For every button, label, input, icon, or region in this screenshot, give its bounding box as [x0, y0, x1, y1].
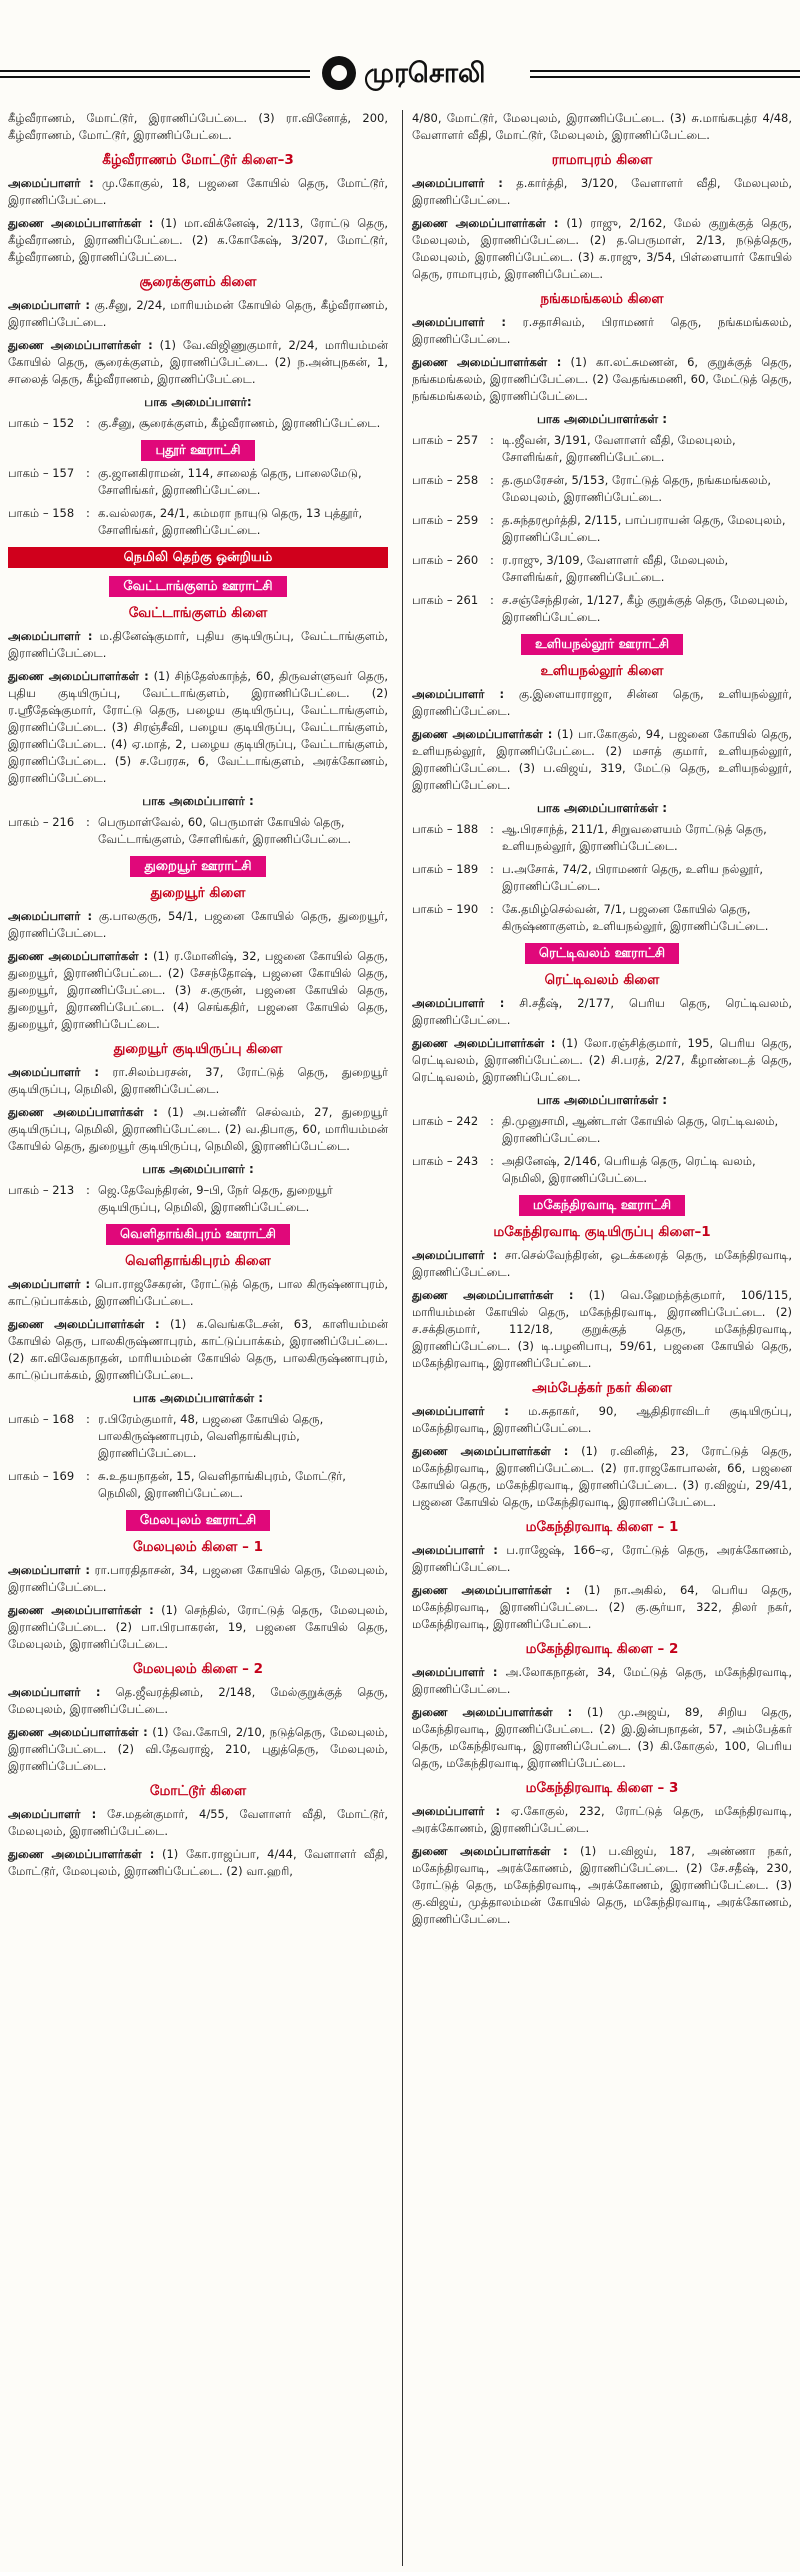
colon-separator: : [86, 1183, 90, 1197]
panchayat-banner [8, 1510, 388, 1531]
paragraph [412, 1247, 792, 1281]
subheading: பாக அமைப்பாளர் : [142, 794, 254, 808]
role-label: அமைப்பாளர் : [412, 1404, 509, 1418]
panchayat-banner [412, 943, 792, 964]
masthead-rule-left [0, 70, 310, 78]
role-label: அமைப்பாளர் : [8, 176, 94, 190]
paragraph-text: ர.சதாசிவம், பிராமணர் தெரு, நங்கமங்கலம், இராணிப்பேட்டை. [412, 315, 792, 346]
colon-separator: : [490, 902, 494, 916]
panchayat-banner [8, 440, 388, 461]
booth-organiser: க.வல்லரசு, 24/1, கம்மரா நாயுடு தெரு, 13 புத்தூர், சோளிங்கர், இராணிப்பேட்டை. [98, 506, 363, 537]
paragraph [412, 1542, 792, 1576]
paragraph [8, 948, 388, 1033]
booth-row [412, 592, 792, 626]
role-label: துணை அமைப்பாளர்கள் : [412, 216, 559, 230]
role-label: துணை அமைப்பாளர்கள் : [8, 1725, 148, 1739]
branch-heading: வேட்டாங்குளம் கிளை [128, 605, 268, 621]
colon-separator: : [86, 1469, 90, 1483]
booth-row [412, 821, 792, 855]
paragraph-text: (1) நா.அகில், 64, பெரிய தெரு, மகேந்திரவாடி, இராணிப்பேட்டை. (2) கு.சூர்யா, 322, திலர் நகர், மகேந்திரவாடி, இராணிப்பேட்டை. [412, 1583, 792, 1631]
role-label: அமைப்பாளர் : [8, 1807, 97, 1821]
paragraph-text: (1) கா.லட்சுமணன், 6, குறுக்குத் தெரு, நங்கமங்கலம், இராணிப்பேட்டை. (2) வேதங்கமணி, 60, மேட்டுத் தெரு, நங்கமங்கலம், இராணிப்பேட்டை. [412, 355, 792, 403]
paragraph-text: மு.கோகுல், 18, பஜனை கோயில் தெரு, மோட்டூர், இராணிப்பேட்டை. [8, 176, 389, 207]
paragraph-text: (1) லோ.ரஞ்சித்குமார், 195, பெரிய தெரு, ரெட்டிவலம், இராணிப்பேட்டை. (2) சி.பரத், 2/27, கீழாண்டைத் தெரு, ரெட்டிவலம், இராணிப்பேட்டை. [412, 1036, 792, 1084]
banner-text: வெளிதாங்கிபுரம் ஊராட்சி [106, 1224, 290, 1245]
paragraph [412, 314, 792, 348]
banner-text: துறையூர் ஊராட்சி [130, 856, 265, 877]
booth-organiser: ஆ.பிரசாந்த், 211/1, சிறுவளையம் ரோட்டுத் தெரு, உளியநல்லூர், இராணிப்பேட்டை. [502, 822, 767, 853]
booth-organiser: த.குமரேசன், 5/153, ரோட்டுத் தெரு, நங்கமங்கலம், மேலபுலம், இராணிப்பேட்டை. [502, 473, 771, 504]
role-label: அமைப்பாளர் : [412, 1804, 501, 1818]
role-label: அமைப்பாளர் : [8, 629, 93, 643]
role-label: துணை அமைப்பாளர்கள் : [412, 1288, 574, 1302]
booth-row [412, 901, 792, 935]
paragraph-text: (1) மா.விக்னேஷ், 2/113, ரோட்டு தெரு, கீழ்வீராணம், இராணிப்பேட்டை. (2) க.கோகேஷ், 3/207, மோட்டூர், கீழ்வீராணம், இராணிப்பேட்டை. [8, 216, 389, 264]
booth-row [8, 1468, 388, 1502]
paragraph-text: கு.சீனு, 2/24, மாரியம்மன் கோயில் தெரு, கீழ்வீராணம், இராணிப்பேட்டை. [8, 298, 389, 329]
paragraph-text: ரா.பாரதிதாசன், 34, பஜனை கோயில் தெரு, மேலபுலம், இராணிப்பேட்டை. [8, 1563, 389, 1594]
paragraph-text: கு.பாலகுரு, 54/1, பஜனை கோயில் தெரு, துறையூர், இராணிப்பேட்டை. [8, 909, 389, 940]
paragraph-text: தெ.ஜீவரத்தினம், 2/148, மேல்குறுக்குத் தெரு, மேலபுலம், இராணிப்பேட்டை. [8, 1685, 388, 1716]
paragraph [8, 628, 388, 662]
booth-number: பாகம் – 259 [412, 513, 479, 527]
booth-row [412, 512, 792, 546]
paragraph [8, 1724, 388, 1775]
paragraph [8, 215, 388, 266]
paragraph [412, 1403, 792, 1437]
role-label: துணை அமைப்பாளர்கள் : [412, 1844, 568, 1858]
paragraph-text: அ.லோகநாதன், 34, மேட்டுத் தெரு, மகேந்திரவாடி, இராணிப்பேட்டை. [412, 1665, 793, 1696]
paragraph [8, 1064, 388, 1098]
banner-text: ரெட்டிவலம் ஊராட்சி [525, 943, 679, 964]
booth-number: பாகம் – 260 [412, 553, 479, 567]
paragraph-text: (1) ர.மோனிஷ், 32, பஜனை கோயில் தெரு, துறையூர், இராணிப்பேட்டை. (2) சேசந்தோஷ், பஜனை கோயில் தெரு, துறையூர், இராணிப்பேட்டை. (3) ச.குருன், பஜனை கோயில் தெரு, துறையூர், இராணிப்பேட்டை. (4) செங்கதிர், பஜனை கோயில் தெரு, துறையூர், இராணிப்பேட்டை. [8, 949, 388, 1031]
role-label: அமைப்பாளர் : [8, 1685, 101, 1699]
colon-separator: : [86, 506, 90, 520]
branch-heading: வெளிதாங்கிபுரம் கிளை [125, 1253, 271, 1269]
booth-number: பாகம் – 188 [412, 822, 479, 836]
booth-number: பாகம் – 213 [8, 1183, 75, 1197]
paragraph [8, 1602, 388, 1653]
role-label: அமைப்பாளர் : [8, 1563, 90, 1577]
booth-row [412, 432, 792, 466]
role-label: அமைப்பாளர் : [8, 1065, 99, 1079]
paragraph-text: ரா.சிலம்பரசன், 37, ரோட்டுத் தெரு, துறையூர் குடியிருப்பு, நெமிலி, இராணிப்பேட்டை. [8, 1065, 388, 1096]
role-label: துணை அமைப்பாளர்கள் : [8, 949, 149, 963]
paragraph [412, 110, 792, 144]
booth-number: பாகம் – 258 [412, 473, 479, 487]
branch-heading: மேலபுலம் கிளை – 1 [132, 1539, 264, 1555]
paragraph [412, 1843, 792, 1928]
colon-separator: : [490, 862, 494, 876]
booth-row [412, 552, 792, 586]
booth-row [412, 861, 792, 895]
branch-heading: துறையூர் குடியிருப்பு கிளை [113, 1041, 283, 1057]
paragraph [412, 1803, 792, 1837]
booth-organiser: அதினேஷ், 2/146, பெரியத் தெரு, ரெட்டி வலம், நெமிலி, இராணிப்பேட்டை. [502, 1154, 756, 1185]
subheading: பாக அமைப்பாளர் : [142, 1162, 254, 1176]
banner-text: மேலபுலம் ஊராட்சி [126, 1510, 270, 1531]
role-label: துணை அமைப்பாளர்கள் : [8, 338, 153, 352]
role-label: துணை அமைப்பாளர்கள் : [412, 1444, 569, 1458]
paragraph-text: கு.இளையாராஜா, சின்ன தெரு, உளியநல்லூர், இராணிப்பேட்டை. [412, 687, 793, 718]
branch-heading: ராமாபுரம் கிளை [551, 152, 653, 168]
role-label: அமைப்பாளர் : [412, 687, 505, 701]
panchayat-banner [8, 1224, 388, 1245]
paragraph-text: சா.செல்வேந்திரன், ஒடக்கரைத் தெரு, மகேந்திரவாடி, இராணிப்பேட்டை. [412, 1248, 793, 1279]
booth-row [8, 505, 388, 539]
banner-text: மகேந்திரவாடி ஊராட்சி [519, 1195, 685, 1216]
left-column [8, 110, 388, 1886]
booth-number: பாகம் – 261 [412, 593, 479, 607]
paragraph-text: (1) ராஜு, 2/162, மேல் குறுக்குத் தெரு, மேலபுலம், இராணிப்பேட்டை. (2) த.பெருமாள், 2/13, நடுத்தெரு, மேலபுலம், இராணிப்பேட்டை. (3) சு.ராஜு, 3/54, பிள்ளையார் கோயில் தெரு, ராமாபுரம், இராணிப்பேட்டை. [412, 216, 792, 281]
paragraph [412, 1582, 792, 1633]
paragraph [8, 1806, 388, 1840]
banner-text: உளியநல்லூர் ஊராட்சி [521, 634, 683, 655]
booth-row [8, 415, 388, 432]
paragraph [412, 726, 792, 794]
role-label: அமைப்பாளர் : [412, 1248, 498, 1262]
booth-organiser: த.சுந்தரமூர்த்தி, 2/115, பாப்பராயன் தெரு, மேலபுலம், இராணிப்பேட்டை. [502, 513, 786, 544]
role-label: அமைப்பாளர் : [412, 1543, 498, 1557]
masthead [0, 52, 800, 96]
booth-organiser: தி.முனுசாமி, ஆண்டாள் கோயில் தெரு, ரெட்டிவலம், இராணிப்பேட்டை. [502, 1114, 779, 1145]
subheading: பாக அமைப்பாளர்கள் : [536, 801, 668, 815]
booth-organiser: டி.ஜீவன், 3/191, வேளாளர் வீதி, மேலபுலம், சோளிங்கர், இராணிப்பேட்டை. [502, 433, 736, 464]
paragraph-text: பொ.ராஜசேகரன், ரோட்டுத் தெரு, பால கிருஷ்ணாபுரம், காட்டுப்பாக்கம், இராணிப்பேட்டை. [8, 1277, 389, 1308]
role-label: அமைப்பாளர் : [412, 315, 507, 329]
paragraph-text: சி.சதீஷ், 2/177, பெரிய தெரு, ரெட்டிவலம், இராணிப்பேட்டை. [412, 996, 792, 1027]
booth-organiser: ச.சஞ்சேந்திரன், 1/127, கீழ் குறுக்குத் தெரு, மேலபுலம், இராணிப்பேட்டை. [502, 593, 789, 624]
branch-heading: மேலபுலம் கிளை – 2 [132, 1661, 264, 1677]
booth-number: பாகம் – 242 [412, 1114, 479, 1128]
booth-number: பாகம் – 190 [412, 902, 479, 916]
paragraph-text: 4/80, மோட்டூர், மேலபுலம், இராணிப்பேட்டை. (3) சு.மாங்கபுத்ர 4/48, வேளாளர் வீதி, மோட்டூர், மேலபுலம், இராணிப்பேட்டை. [412, 111, 792, 142]
paragraph-text: ம.தினேஷ்குமார், புதிய குடியிருப்பு, வேட்டாங்குளம், இராணிப்பேட்டை. [8, 629, 389, 660]
colon-separator: : [490, 433, 494, 447]
booth-row [8, 1182, 388, 1216]
booth-number: பாகம் – 257 [412, 433, 479, 447]
branch-heading: உளியநல்லூர் கிளை [540, 663, 664, 679]
branch-heading: மகேந்திரவாடி கிளை – 3 [525, 1780, 679, 1796]
paragraph-text: (1) கோ.ராஜப்பா, 4/44, வேளாளர் வீதி, மோட்டூர், மேலபுலம், இராணிப்பேட்டை. (2) வா.ஹரி, [8, 1847, 389, 1878]
paragraph-text: (1) வே.விஜிணுகுமார், 2/24, மாரியம்மன் கோயில் தெரு, சூரைக்குளம், இராணிப்பேட்டை. (2) ந.அன்புநகன், 1, சாலைத் தெரு, கீழ்வீராணம், இராணிப்பேட்டை. [8, 338, 388, 386]
branch-heading: மகேந்திரவாடி கிளை – 2 [525, 1641, 679, 1657]
paragraph-text: (1) மு.அஜய், 89, சிறிய தெரு, மகேந்திரவாடி, இராணிப்பேட்டை. (2) இ.இன்பநாதன், 57, அம்பேத்கர் தெரு, மகேந்திரவாடி, இராணிப்பேட்டை. (3) கி.கோகுல், 100, பெரிய தெரு, மகேந்திரவாடி, இராணிப்பேட்டை. [412, 1705, 793, 1770]
paragraph [8, 1684, 388, 1718]
booth-number: பாகம் – 158 [8, 506, 75, 520]
booth-number: பாகம் – 152 [8, 416, 75, 430]
booth-number: பாகம் – 157 [8, 466, 75, 480]
paragraph [8, 337, 388, 388]
role-label: துணை அமைப்பாளர்கள் : [8, 1847, 155, 1861]
role-label: துணை அமைப்பாளர்கள் : [8, 1317, 160, 1331]
paragraph [412, 215, 792, 283]
paragraph-text: ம.சுதாகர், 90, ஆதிதிராவிடர் குடியிருப்பு, மகேந்திரவாடி, இராணிப்பேட்டை. [412, 1404, 793, 1435]
paragraph [8, 668, 388, 787]
paragraph-text: சே.மதன்குமார், 4/55, வேளாளர் வீதி, மோட்டூர், மேலபுலம், இராணிப்பேட்டை. [8, 1807, 388, 1838]
paragraph [8, 1276, 388, 1310]
subheading: பாக அமைப்பாளர்கள் : [536, 412, 668, 426]
paragraph [8, 1104, 388, 1155]
booth-number: பாகம் – 243 [412, 1154, 479, 1168]
subheading: பாக அமைப்பாளர்கள் : [132, 1391, 264, 1405]
role-label: துணை அமைப்பாளர்கள் : [8, 1105, 158, 1119]
role-label: துணை அமைப்பாளர்கள் : [412, 1583, 571, 1597]
paragraph-text: (1) பா.கோகுல், 94, பஜனை கோயில் தெரு, உளியநல்லூர், இராணிப்பேட்டை. (2) மசாத் குமார், உளியநல்லூர், இராணிப்பேட்டை. (3) ப.விஜய், 319, மேட்டு தெரு, உளியநல்லூர், இராணிப்பேட்டை. [412, 727, 792, 792]
branch-heading: மகேந்திரவாடி குடியிருப்பு கிளை–1 [493, 1224, 711, 1240]
union-banner [8, 547, 388, 568]
role-label: அமைப்பாளர் : [412, 1665, 498, 1679]
paragraph [412, 995, 792, 1029]
paragraph [412, 1287, 792, 1372]
paragraph-text: (1) ர.வினித், 23, ரோட்டுத் தெரு, மகேந்திரவாடி, இராணிப்பேட்டை. (2) ரா.ராஜகோபாலன், 66, பஜனை கோயில் தெரு, மகேந்திரவாடி, இராணிப்பேட்டை. (3) ர.விஜய், 29/41, பஜனை கோயில் தெரு, மகேந்திரவாடி, இராணிப்பேட்டை. [412, 1444, 792, 1509]
booth-row [412, 1113, 792, 1147]
branch-heading: நங்கமங்கலம் கிளை [540, 291, 664, 307]
colon-separator: : [490, 1114, 494, 1128]
role-label: அமைப்பாளர் : [8, 1277, 91, 1291]
paragraph [412, 1664, 792, 1698]
paragraph-text: (1) வே.கோபி, 2/10, நடுத்தெரு, மேலபுலம், இராணிப்பேட்டை. (2) வி.தேவராஜ், 210, புதுத்தெரு, மேலபுலம், இராணிப்பேட்டை. [8, 1725, 388, 1773]
booth-organiser: ஜெ.தேவேந்திரன், 9–பி, நேர் தெரு, துறையூர் குடியிருப்பு, நெமிலி, இராணிப்பேட்டை. [98, 1183, 333, 1214]
colon-separator: : [86, 1412, 90, 1426]
booth-row [412, 1153, 792, 1187]
panchayat-banner [8, 856, 388, 877]
column-divider [402, 110, 403, 2566]
booth-organiser: ர.பிரேம்குமார், 48, பஜனை கோயில் தெரு, பாலகிருஷ்ணாபுரம், வெளிதாங்கிபுரம், இராணிப்பேட்டை. [98, 1412, 324, 1460]
paragraph [8, 1562, 388, 1596]
booth-number: பாகம் – 189 [412, 862, 479, 876]
booth-row [412, 472, 792, 506]
paragraph-text: கீழ்வீராணம், மோட்டூர், இராணிப்பேட்டை. (3) ரா.வினோத், 200, கீழ்வீராணம், மோட்டூர், இராணிப்பேட்டை. [8, 111, 388, 142]
paragraph [412, 1704, 792, 1772]
paragraph [412, 686, 792, 720]
role-label: அமைப்பாளர் : [8, 909, 93, 923]
role-label: துணை அமைப்பாளர்கள் : [412, 355, 562, 369]
branch-heading: கீழ்வீராணம் மோட்டூர் கிளை–3 [102, 152, 294, 168]
branch-heading: துறையூர் கிளை [150, 885, 246, 901]
subheading: பாக அமைப்பாளர்கள் : [536, 1093, 668, 1107]
booth-organiser: பெருமாள்வேல், 60, பெருமாள் கோயில் தெரு, வேட்டாங்குளம், சோளிங்கர், இராணிப்பேட்டை. [98, 815, 352, 846]
booth-organiser: சு.உதயநாதன், 15, வெளிதாங்கிபுரம், மோட்டூர், நெமிலி, இராணிப்பேட்டை. [98, 1469, 346, 1500]
paragraph-text: த.கார்த்தி, 3/120, வேளாளர் வீதி, மேலபுலம், இராணிப்பேட்டை. [412, 176, 793, 207]
banner-text: புதூர் ஊராட்சி [141, 440, 254, 461]
paragraph-text: (1) ப.விஜய், 187, அண்ணா நகர், மகேந்திரவாடி, அரக்கோணம், இராணிப்பேட்டை. (2) சே.சதீஷ், 230, ரோட்டுத் தெரு, மகேந்திரவாடி, அரக்கோணம், இராணிப்பேட்டை. (3) கு.விஜய், முத்தாலம்மன் கோயில் தெரு, மகேந்திரவாடி, அரக்கோணம், இராணிப்பேட்டை. [412, 1844, 792, 1926]
banner-text: நெமிலி தெற்கு ஒன்றியம் [8, 547, 388, 568]
role-label: துணை அமைப்பாளர்கள் : [8, 669, 149, 683]
colon-separator: : [490, 473, 494, 487]
banner-text: வேட்டாங்குளம் ஊராட்சி [109, 576, 286, 597]
booth-organiser: கு.ஜானகிராமன், 114, சாலைத் தெரு, பாலைமேடு, சோளிங்கர், இராணிப்பேட்டை. [98, 466, 362, 497]
role-label: துணை அமைப்பாளர்கள் : [412, 727, 553, 741]
booth-organiser: ப.அசோக், 74/2, பிராமணர் தெரு, உளிய நல்லூர், இராணிப்பேட்டை. [502, 862, 764, 893]
paragraph [412, 175, 792, 209]
colon-separator: : [490, 593, 494, 607]
paragraph [8, 297, 388, 331]
branch-heading: மகேந்திரவாடி கிளை – 1 [525, 1519, 679, 1535]
paragraph-text: (1) செந்தில், ரோட்டுத் தெரு, மேலபுலம், இராணிப்பேட்டை. (2) பா.பிரபாகரன், 19, பஜனை கோயில் தெரு, மேலபுலம், இராணிப்பேட்டை. [8, 1603, 388, 1651]
branch-heading: மோட்டூர் கிளை [149, 1783, 247, 1799]
masthead-rule-right [530, 70, 800, 78]
booth-number: பாகம் – 216 [8, 815, 75, 829]
right-column [412, 110, 792, 1934]
panchayat-banner [412, 634, 792, 655]
booth-organiser: கு.சீனு, சூரைக்குளம், கீழ்வீராணம், இராணிப்பேட்டை. [98, 416, 381, 430]
booth-organiser: ர.ராஜு, 3/109, வேளாளர் வீதி, மேலபுலம், சோளிங்கர், இராணிப்பேட்டை. [502, 553, 729, 584]
colon-separator: : [86, 416, 90, 430]
booth-organiser: கே.தமிழ்செல்வன், 7/1, பஜனை கோயில் தெரு, கிருஷ்ணாகுளம், உளியநல்லூர், இராணிப்பேட்டை. [502, 902, 769, 933]
branch-heading: ரெட்டிவலம் கிளை [544, 972, 660, 988]
booth-row [8, 814, 388, 848]
role-label: துணை அமைப்பாளர்கள் : [8, 216, 154, 230]
role-label: துணை அமைப்பாளர்கள் : [412, 1705, 573, 1719]
subheading: பாக அமைப்பாளர்: [144, 395, 252, 409]
paragraph [412, 1035, 792, 1086]
colon-separator: : [86, 815, 90, 829]
rising-sun-logo-icon [322, 56, 356, 90]
paragraph [412, 354, 792, 405]
paragraph-text: (1) வெ.ஹேமந்த்குமார், 106/115, மாரியம்மன் கோயில் தெரு, மகேந்திரவாடி, இராணிப்பேட்டை. (2) ச.சக்திகுமார், 112/18, குறுக்குத் தெரு, மகேந்திரவாடி, இராணிப்பேட்டை. (3) டி.பழனிபாபு, 59/61, பஜனை கோயில் தெரு, மகேந்திரவாடி, இராணிப்பேட்டை. [412, 1288, 792, 1370]
booth-row [8, 465, 388, 499]
paragraph [8, 110, 388, 144]
paragraph-text: (1) க.வெங்கடேசன், 63, காளியம்மன் கோயில் தெரு, பாலகிருஷ்ணாபுரம், காட்டுப்பாக்கம், இராணிப்பேட்டை. (2) கா.விவேகநாதன், மாரியம்மன் கோயில் தெரு, பாலகிருஷ்ணாபுரம், காட்டுப்பாக்கம், இராணிப்பேட்டை. [8, 1317, 388, 1382]
colon-separator: : [490, 1154, 494, 1168]
branch-heading: சூரைக்குளம் கிளை [139, 274, 257, 290]
role-label: துணை அமைப்பாளர்கள் : [412, 1036, 556, 1050]
role-label: அமைப்பாளர் : [412, 996, 505, 1010]
colon-separator: : [86, 466, 90, 480]
newspaper-title: முரசொலி [364, 58, 486, 89]
paragraph [8, 908, 388, 942]
colon-separator: : [490, 513, 494, 527]
paragraph [8, 1316, 388, 1384]
role-label: அமைப்பாளர் : [412, 176, 503, 190]
booth-number: பாகம் – 169 [8, 1469, 75, 1483]
panchayat-banner [8, 576, 388, 597]
panchayat-banner [412, 1195, 792, 1216]
paragraph-text: ஏ.கோகுல், 232, ரோட்டுத் தெரு, மகேந்திரவாடி, அரக்கோணம், இராணிப்பேட்டை. [412, 1804, 792, 1835]
role-label: அமைப்பாளர் : [8, 298, 90, 312]
colon-separator: : [490, 822, 494, 836]
colon-separator: : [490, 553, 494, 567]
paragraph-text: (1) சிந்தேஸ்காந்த், 60, திருவள்ளுவர் தெரு, புதிய குடியிருப்பு, வேட்டாங்குளம், இராணிப்பேட்டை. (2) ர.ஸ்ரீதேஷ்குமார், ரோட்டு தெரு, பழைய குடியிருப்பு, வேட்டாங்குளம், இராணிப்பேட்டை. (3) சிரஞ்சீவி, பழைய குடியிருப்பு, வேட்டாங்குளம், இராணிப்பேட்டை. (4) ஏ.மாத், 2, பழைய குடியிருப்பு, வேட்டாங்குளம், இராணிப்பேட்டை. (5) ச.பேரரசு, 6, வேட்டாங்குளம், அரக்கோணம், இராணிப்பேட்டை. [8, 669, 388, 785]
booth-row [8, 1411, 388, 1462]
paragraph-text: (1) அ.பன்னீர் செல்வம், 27, துறையூர் குடியிருப்பு, நெமிலி, இராணிப்பேட்டை. (2) வ.திபாகு, 60, மாரியம்மன் கோயில் தெரு, துறையூர் குடியிருப்பு, நெமிலி, இராணிப்பேட்டை. [8, 1105, 388, 1153]
paragraph [412, 1443, 792, 1511]
role-label: துணை அமைப்பாளர்கள் : [8, 1603, 154, 1617]
branch-heading: அம்பேத்கர் நகர் கிளை [532, 1380, 672, 1396]
paragraph [8, 1846, 388, 1880]
paragraph-text: ப.ராஜேஷ், 166–ஏ, ரோட்டுத் தெரு, அரக்கோணம், இராணிப்பேட்டை. [412, 1543, 793, 1574]
booth-number: பாகம் – 168 [8, 1412, 75, 1426]
paragraph [8, 175, 388, 209]
